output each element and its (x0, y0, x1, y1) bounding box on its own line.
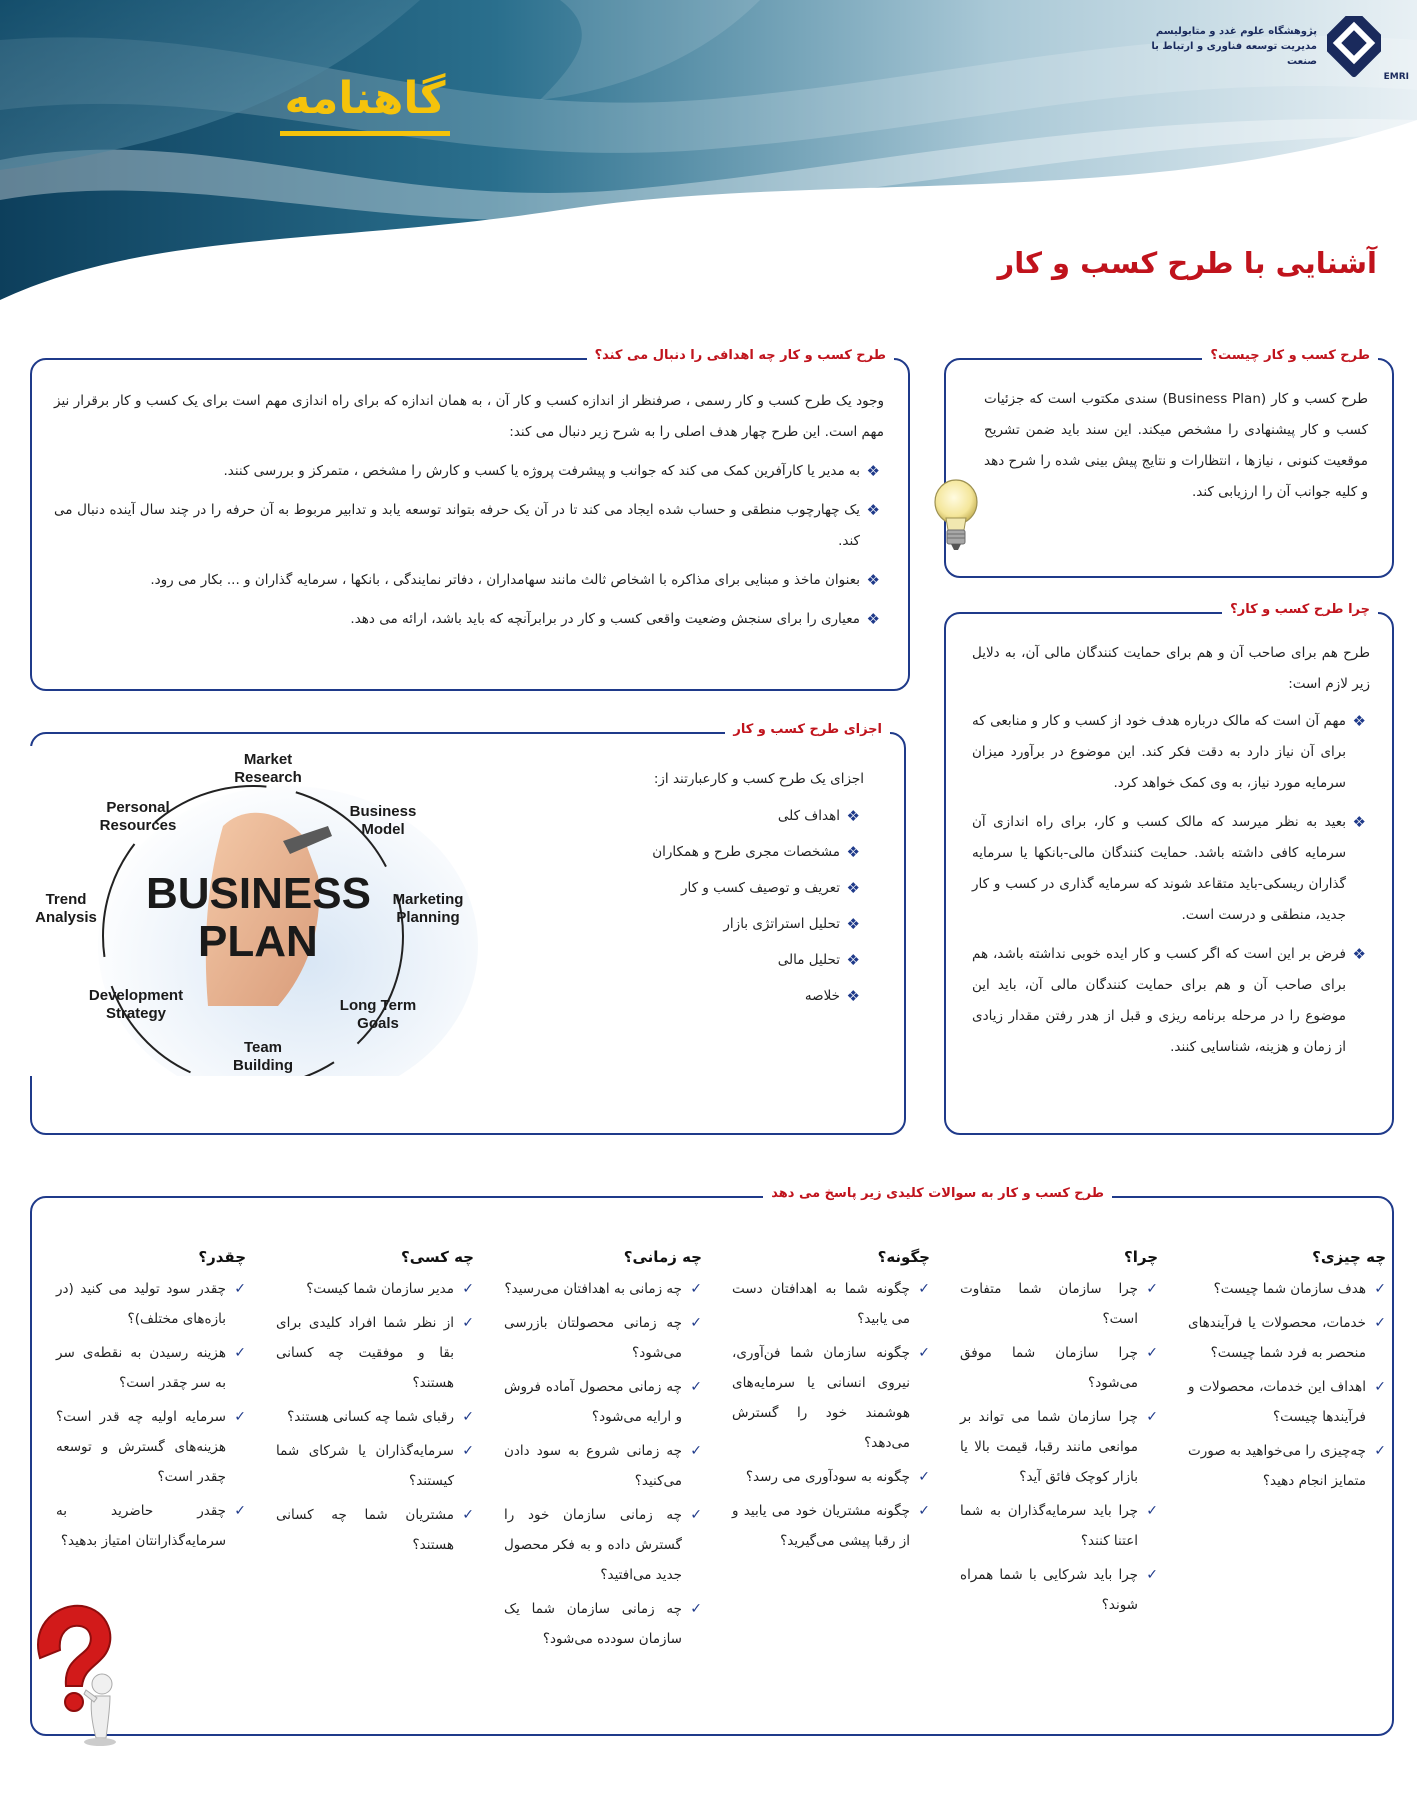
goals-list-item (54, 565, 884, 596)
label-planning: Planning (396, 909, 460, 926)
components-list-item (534, 945, 864, 976)
question-column-how-much (56, 1248, 246, 1560)
question-list (960, 1274, 1158, 1620)
check-icon: ✓ (1146, 1567, 1158, 1583)
label-goals: Goals (357, 1015, 399, 1032)
label-building: Building (233, 1057, 293, 1074)
question-column-what (1188, 1248, 1386, 1500)
label-long-term: Long Term (339, 997, 417, 1014)
why-item-text: مهم آن است که مالک درباره هدف خود از کسب و کار و منابعی که برای آن نیاز دارد به دقت فکر کند. این موضوع در برآورد میزان سرمایه مورد نیاز، به وی کمک خواهد کرد. (972, 713, 1346, 791)
check-icon: ✓ (1374, 1379, 1386, 1395)
question-list (276, 1274, 474, 1560)
goals-box (30, 348, 910, 691)
label-marketing: Marketing (392, 891, 464, 908)
label-strategy: Strategy (105, 1005, 167, 1022)
diamond-bullet-icon: ❖ (846, 915, 860, 933)
what-is-title: طرح کسب و کار چیست؟ (1202, 348, 1378, 363)
question-item: ✓ چرا باید سرمایه‌گذاران به شما اعتنا کنند؟ (960, 1496, 1158, 1556)
question-item: ✓ سرمایه اولیه چه قدر است؟ هزینه‌های گسترش و توسعه چقدر است؟ (56, 1402, 246, 1492)
business-plan-figure (28, 746, 478, 1076)
question-list (504, 1274, 702, 1654)
label-research: Research (234, 769, 302, 786)
component-item-text: خلاصه (804, 988, 840, 1004)
question-item: ✓ چه زمانی شروع به سود دادن می‌کنید؟ (504, 1436, 702, 1496)
column-heading: چگونه؟ (877, 1248, 930, 1266)
question-item: ✓ چرا باید شرکایی با شما همراه شوند؟ (960, 1560, 1158, 1620)
components-intro: اجزای یک طرح کسب و کارعبارتند از: (653, 771, 864, 787)
organization-name (1141, 24, 1317, 69)
check-icon: ✓ (462, 1443, 474, 1459)
goals-item-text: بعنوان ماخذ و مبنایی برای مذاکره با اشخاص ثالث مانند سهامداران ، دفاتر نمایندگی ، بانکها ، سرمایه گذاران و ... بکار می رود. (150, 572, 860, 588)
question-item: ✓ هدف سازمان شما چیست؟ (1188, 1274, 1386, 1304)
diamond-bullet-icon: ❖ (866, 571, 880, 589)
check-icon: ✓ (234, 1409, 246, 1425)
org-name-line2: مدیریت توسعه فناوری و ارتباط با صنعت (1151, 41, 1317, 67)
component-item-text: تعریف و توصیف کسب و کار (681, 880, 840, 896)
question-item: ✓ چقدر حاضرید به سرمایه‌گذارانتان امتیاز بدهید؟ (56, 1496, 246, 1556)
components-list-item (534, 837, 864, 868)
question-column-who (276, 1248, 474, 1564)
check-icon: ✓ (462, 1315, 474, 1331)
components-list (534, 801, 864, 1012)
check-icon: ✓ (1374, 1315, 1386, 1331)
why-item-text: بعید به نظر میرسد که مالک کسب و کار، برای راه اندازی آن سرمایه کافی داشته باشد. حمایت کنندگان مالی-بانکها یا سرمایه گذاران ریسکی-باید متقاعد شوند که سرمایه گذاری در کسب و کار جدید، منطقی و درست است. (972, 814, 1346, 923)
questions-title: طرح کسب و کار به سوالات کلیدی زیر پاسخ می دهد (763, 1186, 1112, 1201)
check-icon: ✓ (462, 1507, 474, 1523)
check-icon: ✓ (690, 1443, 702, 1459)
question-columns (56, 1248, 1386, 1668)
question-list (732, 1274, 930, 1556)
label-personal: Personal (106, 799, 170, 816)
why-intro: طرح هم برای صاحب آن و هم برای حمایت کنندگان مالی آن، به دلایل زیر لازم است: (972, 645, 1370, 692)
check-icon: ✓ (918, 1281, 930, 1297)
components-box (30, 722, 906, 1135)
question-item: ✓ چرا سازمان شما متفاوت است؟ (960, 1274, 1158, 1334)
center-text-line2: PLAN (198, 917, 318, 966)
question-item: ✓ چه زمانی محصولتان بازرسی می‌شود؟ (504, 1308, 702, 1368)
gahnameh-logo: گاهنامه (280, 70, 450, 136)
why-item-text: فرض بر این است که اگر کسب و کار ایده خوبی نداشته باشد، هم برای صاحب آن و هم برای حمایت کنندگان مالی آن، باید این موضوع را در مرحله برنامه ریزی و قبل از هدر رفتن مقدار زیادی از زمان و هزینه، شناسایی کنند. (972, 946, 1346, 1055)
goals-list-item (54, 495, 884, 557)
goals-item-text: به مدیر یا کارآفرین کمک می کند که جوانب و پیشرفت پروژه یا کسب و کارش را مشخص ، متمرکز و بررسی کنند. (223, 463, 860, 479)
diamond-bullet-icon: ❖ (846, 807, 860, 825)
column-heading: چرا؟ (1124, 1248, 1158, 1266)
column-heading: چقدر؟ (198, 1248, 246, 1266)
column-heading: چه چیزی؟ (1312, 1248, 1386, 1266)
questions-box (30, 1186, 1394, 1736)
center-text-line1: BUSINESS (146, 869, 371, 918)
question-item: ✓ چگونه به سودآوری می رسد؟ (732, 1462, 930, 1492)
check-icon: ✓ (462, 1409, 474, 1425)
check-icon: ✓ (918, 1503, 930, 1519)
question-item: ✓ سرمایه‌گذاران یا شرکای شما کیستند؟ (276, 1436, 474, 1496)
diamond-bullet-icon: ❖ (866, 462, 880, 480)
diamond-bullet-icon: ❖ (1352, 813, 1366, 831)
why-list-item (972, 807, 1370, 931)
diamond-bullet-icon: ❖ (1352, 712, 1366, 730)
check-icon: ✓ (234, 1503, 246, 1519)
question-item: ✓ چرا سازمان شما موفق می‌شود؟ (960, 1338, 1158, 1398)
why-title: چرا طرح کسب و کار؟ (1222, 602, 1378, 617)
check-icon: ✓ (690, 1379, 702, 1395)
org-name-line1: پژوهشگاه علوم غدد و متابولیسم (1155, 26, 1317, 37)
diamond-bullet-icon: ❖ (866, 501, 880, 519)
question-item: ✓ اهداف این خدمات، محصولات و فرآیندها چیست؟ (1188, 1372, 1386, 1432)
check-icon: ✓ (462, 1281, 474, 1297)
question-item: ✓ هزینه رسیدن به نقطه‌ی سر به سر چقدر است؟ (56, 1338, 246, 1398)
components-title: اجزای طرح کسب و کار (725, 722, 890, 737)
emri-logo-icon (1327, 16, 1381, 80)
check-icon: ✓ (690, 1507, 702, 1523)
goals-list (54, 456, 884, 635)
question-item: ✓ چگونه سازمان شما فن‌آوری، نیروی انسانی یا سرمایه‌های هوشمند خود را گسترش می‌دهد؟ (732, 1338, 930, 1458)
column-heading: چه زمانی؟ (623, 1248, 702, 1266)
check-icon: ✓ (1374, 1281, 1386, 1297)
goals-title: طرح کسب و کار چه اهدافی را دنبال می کند؟ (587, 348, 894, 363)
question-item: ✓ چگونه مشتریان خود می یابید و از رقبا پیشی می‌گیرید؟ (732, 1496, 930, 1556)
why-box (944, 602, 1394, 1135)
what-is-text: طرح کسب و کار (Business Plan) سندی مکتوب است که جزئیات کسب و کار پیشنهادی را مشخص میکند. این سند باید ضمن تشریح موقعیت کنونی ، نیازها ، انتظارات و نتایج پیش بینی شده را شرح دهد و کلیه جوانب آن را ارزیابی کند. (984, 391, 1368, 500)
question-item: ✓ مشتریان شما چه کسانی هستند؟ (276, 1500, 474, 1560)
question-column-when (504, 1248, 702, 1658)
label-development: Development (88, 987, 184, 1004)
check-icon: ✓ (1374, 1443, 1386, 1459)
question-item: ✓ چه زمانی محصول آماده فروش و ارایه می‌شود؟ (504, 1372, 702, 1432)
check-icon: ✓ (1146, 1503, 1158, 1519)
label-trend: Trend (45, 891, 87, 908)
component-item-text: اهداف کلی (777, 808, 840, 824)
question-item: ✓ مدیر سازمان شما کیست؟ (276, 1274, 474, 1304)
check-icon: ✓ (690, 1601, 702, 1617)
why-list (972, 706, 1370, 1063)
question-item: ✓ چه‌چیزی را می‌خواهید به صورت متمایز انجام دهید؟ (1188, 1436, 1386, 1496)
question-item: ✓ چرا سازمان شما می تواند بر موانعی مانند رقبا، قیمت بالا یا بازار کوچک فائق آید؟ (960, 1402, 1158, 1492)
label-business: Business (349, 803, 417, 820)
organization-block (1141, 16, 1381, 80)
check-icon: ✓ (690, 1281, 702, 1297)
check-icon: ✓ (1146, 1409, 1158, 1425)
goals-list-item (54, 604, 884, 635)
label-resources: Resources (99, 817, 177, 834)
diamond-bullet-icon: ❖ (846, 951, 860, 969)
components-list-item (534, 909, 864, 940)
diamond-bullet-icon: ❖ (846, 987, 860, 1005)
components-text-column (534, 764, 864, 1017)
question-item: ✓ چه زمانی سازمان خود را گسترش داده و به فکر محصول جدید می‌افتید؟ (504, 1500, 702, 1590)
question-mark-figure-icon (20, 1598, 130, 1748)
question-column-how (732, 1248, 930, 1560)
question-item: ✓ از نظر شما افراد کلیدی برای بقا و موفقیت چه کسانی هستند؟ (276, 1308, 474, 1398)
check-icon: ✓ (234, 1281, 246, 1297)
component-item-text: مشخصات مجری طرح و همکاران (652, 844, 840, 860)
components-list-item (534, 981, 864, 1012)
question-column-why (960, 1248, 1158, 1624)
question-item: ✓ چه زمانی سازمان شما یک سازمان سودده می‌شود؟ (504, 1594, 702, 1654)
question-item: ✓ چقدر سود تولید می کنید (در بازه‌های مختلف)؟ (56, 1274, 246, 1334)
question-item: ✓ چگونه شما به اهدافتان دست می یابید؟ (732, 1274, 930, 1334)
why-list-item (972, 939, 1370, 1063)
page-title: آشنایی با طرح کسب و کار (997, 246, 1377, 280)
question-item: ✓ رقبای شما چه کسانی هستند؟ (276, 1402, 474, 1432)
label-analysis: Analysis (35, 909, 97, 926)
column-heading: چه کسی؟ (401, 1248, 474, 1266)
emri-abbreviation: EMRI (1383, 72, 1409, 82)
question-item: ✓ چه زمانی به اهدافتان می‌رسید؟ (504, 1274, 702, 1304)
goals-item-text: معیاری را برای سنجش وضعیت واقعی کسب و کار در برابرآنچه که باید باشد، ارائه می دهد. (350, 611, 860, 627)
lightbulb-icon (930, 478, 982, 552)
label-model: Model (361, 821, 405, 838)
goals-intro: وجود یک طرح کسب و کار رسمی ، صرفنظر از اندازه کسب و کار آن ، به همان اندازه که برای راه اندازی مهم است برای یک کسب و کار برقرار نیز مهم است. این طرح چهار هدف اصلی را به شرح زیر دنبال می کند: (54, 393, 884, 440)
question-list (1188, 1274, 1386, 1496)
label-market: Market (243, 751, 293, 768)
diamond-bullet-icon: ❖ (846, 843, 860, 861)
check-icon: ✓ (918, 1345, 930, 1361)
goals-item-text: یک چهارچوب منطقی و حساب شده ایجاد می کند تا در آن یک حرفه بتواند توسعه یابد و تدابیر مربوط به آن حرفه را در چند سال آینده دنبال می کند. (54, 502, 860, 549)
component-item-text: تحلیل استراتژی بازار (723, 916, 840, 932)
check-icon: ✓ (918, 1469, 930, 1485)
diamond-bullet-icon: ❖ (866, 610, 880, 628)
question-item: ✓ خدمات، محصولات یا فرآیندهای منحصر به فرد شما چیست؟ (1188, 1308, 1386, 1368)
check-icon: ✓ (690, 1315, 702, 1331)
why-list-item (972, 706, 1370, 799)
diamond-bullet-icon: ❖ (1352, 945, 1366, 963)
question-list (56, 1274, 246, 1556)
label-team: Team (243, 1039, 283, 1056)
check-icon: ✓ (1146, 1281, 1158, 1297)
component-item-text: تحلیل مالی (777, 952, 840, 968)
check-icon: ✓ (1146, 1345, 1158, 1361)
check-icon: ✓ (234, 1345, 246, 1361)
diamond-bullet-icon: ❖ (846, 879, 860, 897)
components-list-item (534, 801, 864, 832)
goals-list-item (54, 456, 884, 487)
what-is-box (944, 348, 1394, 578)
components-list-item (534, 873, 864, 904)
